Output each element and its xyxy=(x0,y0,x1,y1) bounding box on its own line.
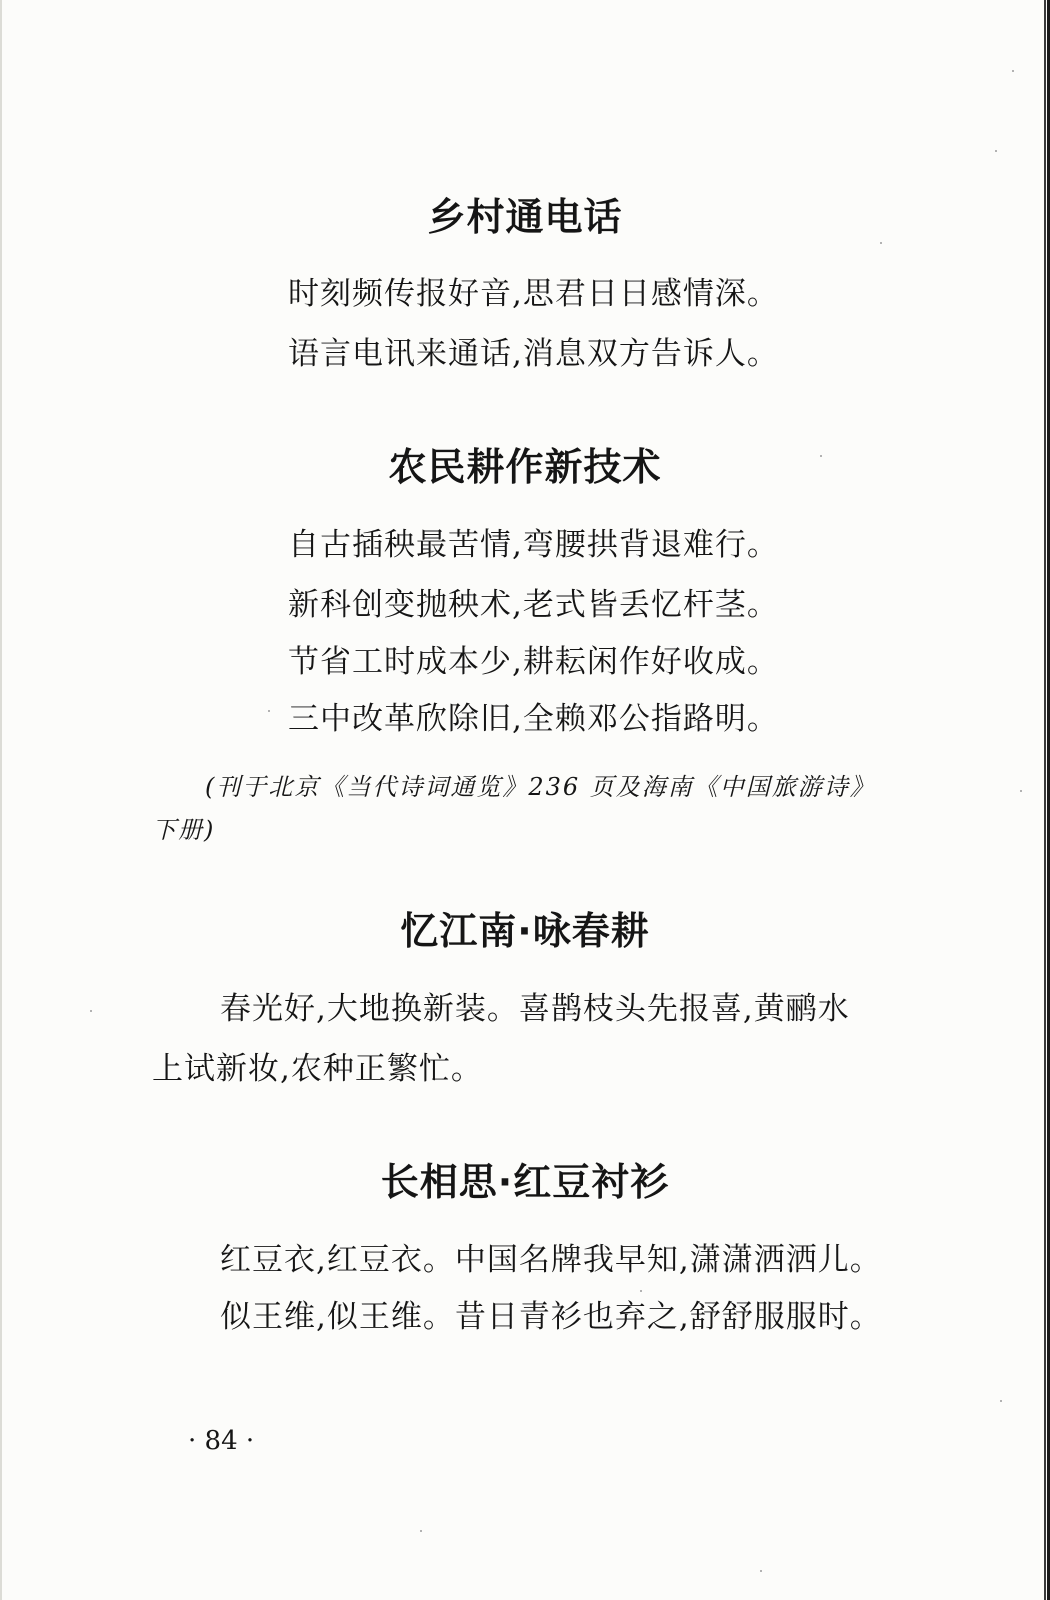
scan-speck xyxy=(90,1010,92,1012)
poem-title: 长相思·红豆衬衫 xyxy=(380,1160,670,1204)
scan-speck xyxy=(880,242,882,244)
scan-speck xyxy=(420,1530,422,1532)
scan-speck xyxy=(995,150,997,152)
poem-line: 春光好,大地换新装。喜鹊枝头先报喜,黄鹂水 xyxy=(220,991,850,1027)
scan-speck xyxy=(640,1290,642,1292)
poem-title: 农民耕作新技术 xyxy=(388,445,662,489)
poem-line: 红豆衣,红豆衣。中国名牌我早知,潇潇洒洒儿。 xyxy=(220,1242,882,1278)
poem-line: 语言电讯来通话,消息双方告诉人。 xyxy=(288,336,779,372)
poem-title: 忆江南·咏春耕 xyxy=(400,909,650,953)
poem-title: 乡村通电话 xyxy=(427,195,623,239)
scan-speck xyxy=(1020,790,1022,792)
scan-speck xyxy=(760,1570,762,1572)
poem-line: 时刻频传报好音,思君日日感情深。 xyxy=(288,276,779,312)
page-number: · 84 · xyxy=(188,1426,255,1456)
publication-note: 下册) xyxy=(152,816,216,844)
poem-line: 节省工时成本少,耕耘闲作好收成。 xyxy=(288,644,779,680)
poem-line: 自古插秧最苦情,弯腰拱背退难行。 xyxy=(288,527,779,563)
publication-note: (刊于北京《当代诗词通览》236 页及海南《中国旅游诗》 xyxy=(205,773,876,801)
scan-speck xyxy=(1012,70,1014,72)
page-left-edge xyxy=(0,0,2,1600)
poem-line: 上试新妆,农种正繁忙。 xyxy=(152,1051,483,1087)
scan-speck xyxy=(1000,1400,1002,1402)
page-binding-shadow xyxy=(1044,0,1046,1600)
poem-line: 新科创变抛秧术,老式皆丢忆杆茎。 xyxy=(288,587,779,623)
poem-line: 三中改革欣除旧,全赖邓公指路明。 xyxy=(288,701,779,737)
scan-speck xyxy=(268,710,270,712)
poem-line: 似王维,似王维。昔日青衫也弃之,舒舒服服时。 xyxy=(220,1299,882,1335)
